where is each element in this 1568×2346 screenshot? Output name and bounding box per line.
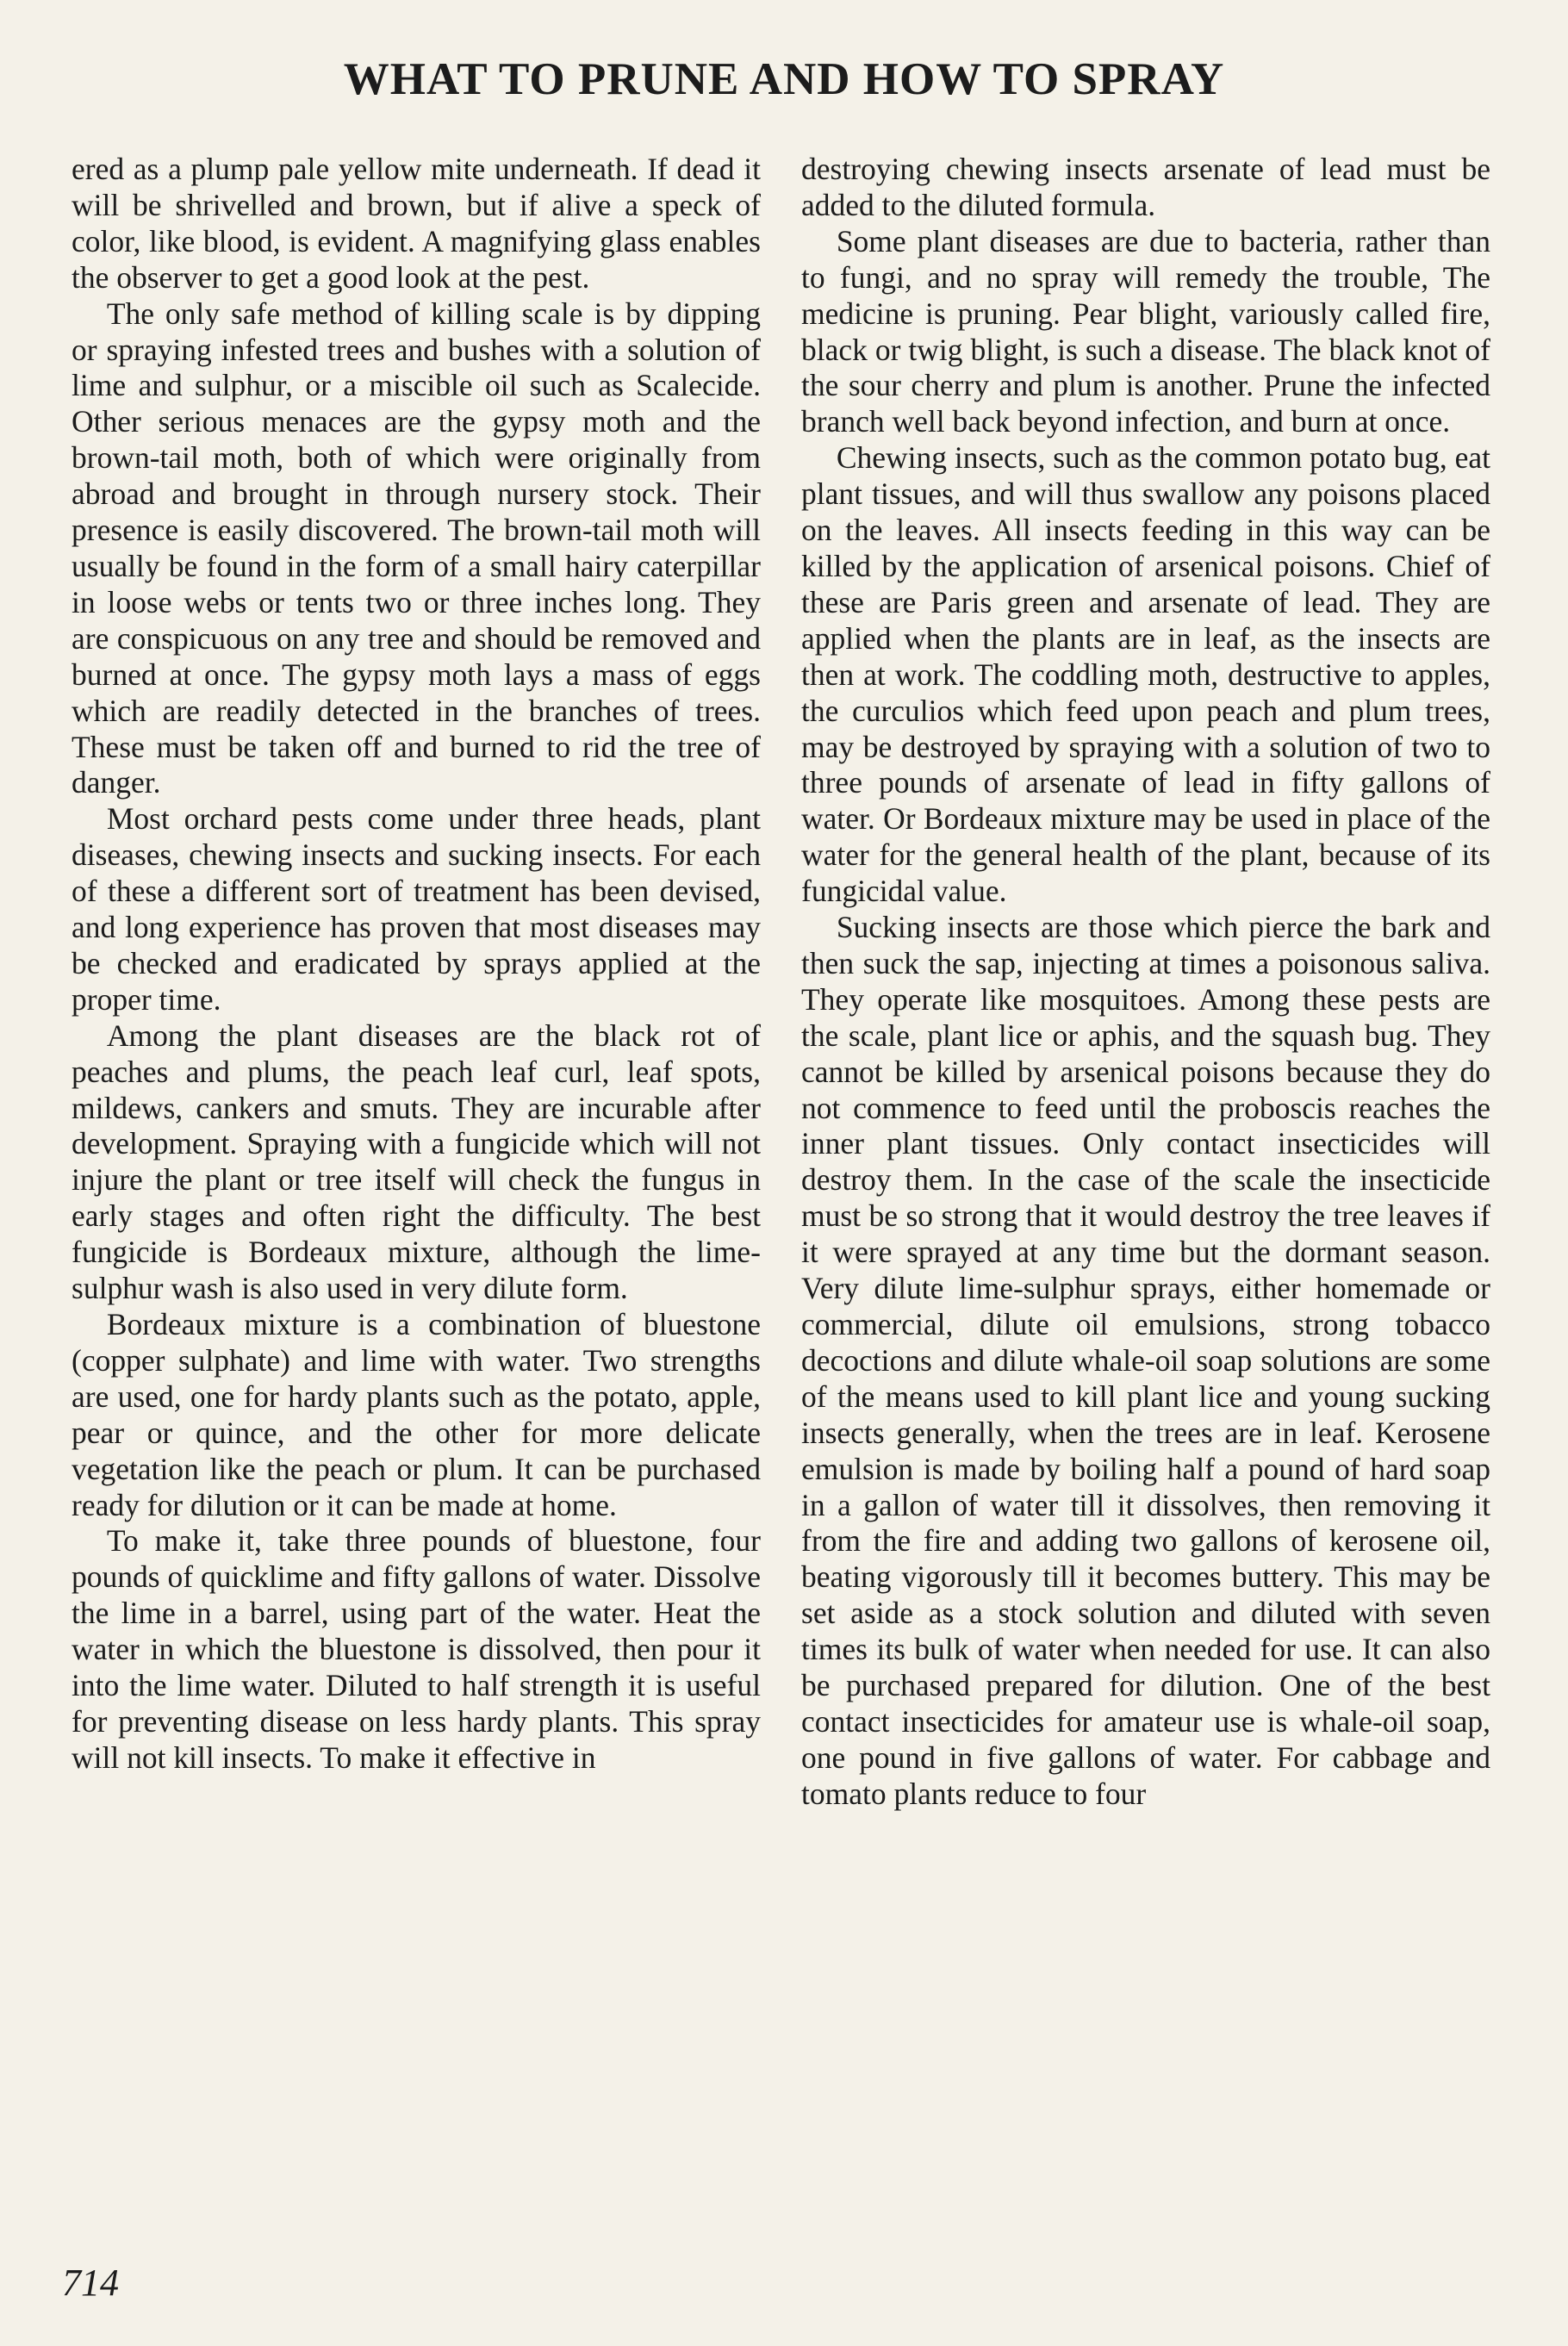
right-paragraph-2: Some plant diseases are due to bacteria, rather than to fungi, and no spray will remedy the trouble, The medicine is pruning. Pear blight, variously called fire, black or twig blight, is such a disease. The black knot of the sour cherry and plum is another. Prune the infected branch well back beyond infection, and burn at once.	[801, 223, 1490, 439]
right-paragraph-4: Sucking insects are those which pierce the bark and then suck the sap, injecting at times a poisonous saliva. They operate like mosquitoes. Among these pests are the scale, plant lice or aphis, and the squash bug. They cannot be killed by arsenical poisons because they do not commence to feed until the proboscis reaches the inner plant tissues. Only contact insecticides will destroy them. In the case of the scale the insecticide must be so strong that it would destroy the tree leaves if it were sprayed at any time but the dormant season. Very dilute lime-sulphur sprays, either homemade or commercial, dilute oil emulsions, strong tobacco decoctions and dilute whale-oil soap solutions are some of the means used to kill plant lice and young sucking insects generally, when the trees are in leaf. Kerosene emulsion is made by boiling half a pound of hard soap in a gallon of water till it dissolves, then removing it from the fire and adding two gallons of kerosene oil, beating vigorously till it becomes buttery. This may be set aside as a stock solution and diluted with seven times its bulk of water when needed for use. It can also be purchased prepared for dilution. One of the best contact insecticides for amateur use is whale-oil soap, one pound in five gallons of water. For cabbage and tomato plants reduce to four	[801, 910, 1490, 1811]
page-number: 714	[62, 2262, 119, 2304]
left-column	[72, 152, 761, 1777]
running-head: WHAT TO PRUNE AND HOW TO SPRAY	[343, 54, 1225, 104]
left-paragraph-5: Bordeaux mixture is a combination of bluestone (copper sulphate) and lime with water. Two strengths are used, one for hardy plants such as the potato, apple, pear or quince, and the other for more delicate vegetation like the peach or plum. It can be purchased ready for dilution or it can be made at home.	[72, 1307, 761, 1522]
right-paragraph-3: Chewing insects, such as the common potato bug, eat plant tissues, and will thus swallow any poisons placed on the leaves. All insects feeding in this way can be killed by the application of arsenical poisons. Chief of these are Paris green and arsenate of lead. They are applied when the plants are in leaf, as the insects are then at work. The coddling moth, destructive to apples, the curculios which feed upon peach and plum trees, may be destroyed by spraying with a solution of two to three pounds of arsenate of lead in fifty gallons of water. Or Bordeaux mixture may be used in place of the water for the general health of the plant, because of its fungicidal value.	[801, 440, 1490, 909]
left-paragraph-4: Among the plant diseases are the black rot of peaches and plums, the peach leaf curl, leaf spots, mildews, cankers and smuts. They are incurable after development. Spraying with a fungicide which will not injure the plant or tree itself will check the fungus in early stages and often right the difficulty. The best fungicide is Bordeaux mixture, although the lime-sulphur wash is also used in very dilute form.	[72, 1017, 761, 1306]
left-paragraph-2: The only safe method of killing scale is by dipping or spraying infested trees and bushes with a solution of lime and sulphur, or a miscible oil such as Scalecide. Other serious menaces are the gypsy moth and the brown-tail moth, both of which were originally from abroad and brought in through nursery stock. Their presence is easily discovered. The brown-tail moth will usually be found in the form of a small hairy caterpillar in loose webs or tents two or three inches long. They are conspicuous on any tree and should be removed and burned at once. The gypsy moth lays a mass of eggs which are readily detected in the branches of trees. These must be taken off and burned to rid the tree of danger.	[72, 296, 761, 800]
left-paragraph-3: Most orchard pests come under three heads, plant diseases, chewing insects and sucking insects. For each of these a different sort of treatment has been devised, and long experience has proven that most diseases may be checked and eradicated by sprays applied at the proper time.	[72, 801, 761, 1017]
right-paragraph-1: destroying chewing insects arsenate of lead must be added to the diluted formula.	[801, 152, 1490, 222]
left-paragraph-1: ered as a plump pale yellow mite underneath. If dead it will be shrivelled and brown, but if alive a speck of color, like blood, is evident. A magnifying glass enables the observer to get a good look at the pest.	[72, 152, 761, 295]
right-column	[801, 152, 1490, 1813]
left-paragraph-6: To make it, take three pounds of bluestone, four pounds of quicklime and fifty gallons of water. Dissolve the lime in a barrel, using part of the water. Heat the water in which the bluestone is dissolved, then pour it into the lime water. Diluted to half strength it is useful for preventing disease on less hardy plants. This spray will not kill insects. To make it effective in	[72, 1523, 761, 1775]
